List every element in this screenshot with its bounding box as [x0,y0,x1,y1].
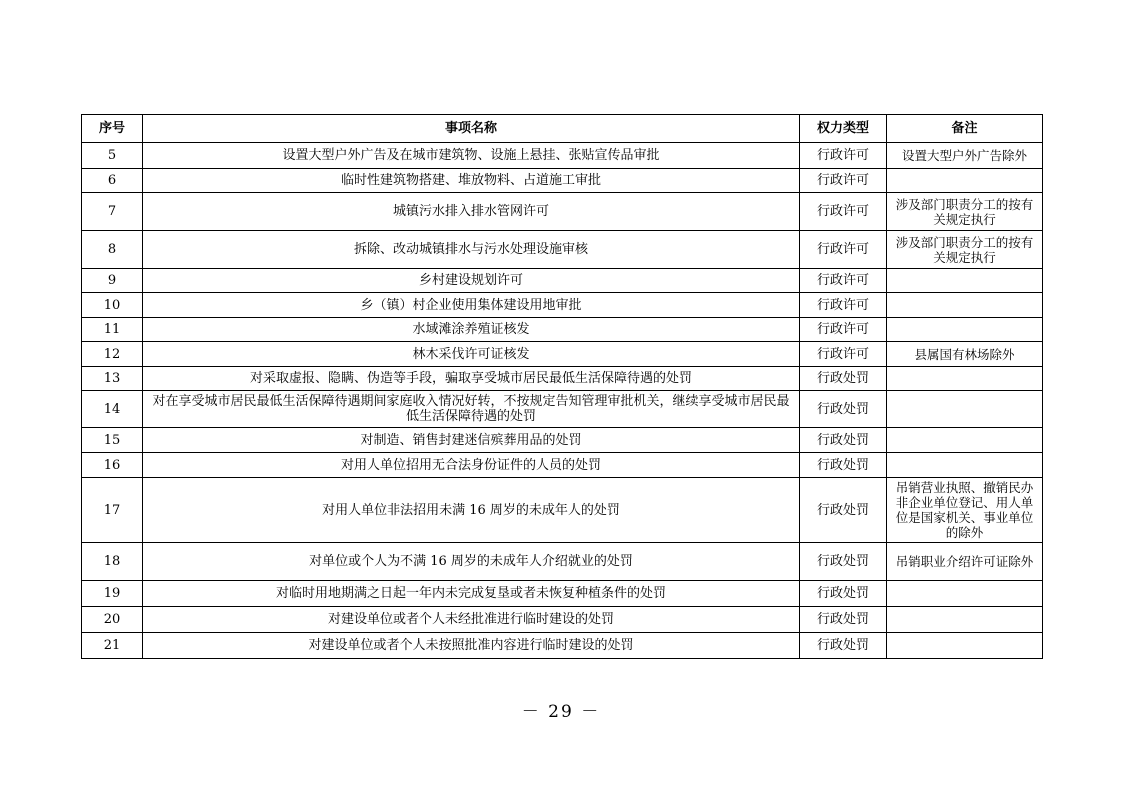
table-header-row [82,115,1043,143]
row-note: 吊销职业介绍许可证除外 [887,543,1043,581]
row-index: 14 [82,391,143,428]
header-index: 序号 [82,115,143,143]
table-row [82,269,1043,293]
row-note [887,607,1043,633]
row-type: 行政许可 [800,318,887,342]
row-note [887,453,1043,478]
row-name: 对采取虚报、隐瞒、伪造等手段，骗取享受城市居民最低生活保障待遇的处罚 [143,367,800,391]
row-index: 13 [82,367,143,391]
row-note [887,293,1043,318]
table-row [82,193,1043,231]
row-type: 行政处罚 [800,367,887,391]
table-row [82,231,1043,269]
row-note [887,391,1043,428]
row-name: 乡村建设规划许可 [143,269,800,293]
row-index: 19 [82,581,143,607]
row-note [887,269,1043,293]
row-note [887,428,1043,453]
row-type: 行政处罚 [800,607,887,633]
row-index: 10 [82,293,143,318]
table-row [82,367,1043,391]
table-row [82,478,1043,543]
row-name: 设置大型户外广告及在城市建筑物、设施上悬挂、张贴宣传品审批 [143,143,800,169]
row-note: 设置大型户外广告除外 [887,143,1043,169]
row-index: 5 [82,143,143,169]
table-row [82,543,1043,581]
table-row [82,293,1043,318]
row-name: 对临时用地期满之日起一年内未完成复垦或者未恢复种植条件的处罚 [143,581,800,607]
row-index: 20 [82,607,143,633]
row-note: 吊销营业执照、撤销民办非企业单位登记、用人单位是国家机关、事业单位的除外 [887,478,1043,543]
row-index: 21 [82,633,143,659]
row-type: 行政处罚 [800,478,887,543]
row-index: 11 [82,318,143,342]
header-name: 事项名称 [143,115,800,143]
row-name: 林木采伐许可证核发 [143,342,800,367]
row-type: 行政处罚 [800,453,887,478]
table-body [82,143,1043,659]
row-type: 行政许可 [800,231,887,269]
row-type: 行政许可 [800,269,887,293]
row-index: 12 [82,342,143,367]
row-name: 对建设单位或者个人未按照批准内容进行临时建设的处罚 [143,633,800,659]
table-row [82,318,1043,342]
table-row [82,633,1043,659]
row-note: 涉及部门职责分工的按有关规定执行 [887,193,1043,231]
row-name: 乡（镇）村企业使用集体建设用地审批 [143,293,800,318]
row-name: 拆除、改动城镇排水与污水处理设施审核 [143,231,800,269]
page-number: － 29 － [521,702,601,722]
row-name: 对建设单位或者个人未经批准进行临时建设的处罚 [143,607,800,633]
row-name: 对制造、销售封建迷信殡葬用品的处罚 [143,428,800,453]
row-index: 16 [82,453,143,478]
row-note: 涉及部门职责分工的按有关规定执行 [887,231,1043,269]
header-note: 备注 [887,115,1043,143]
table-row [82,169,1043,193]
row-note [887,581,1043,607]
table-row [82,607,1043,633]
row-note [887,318,1043,342]
row-note [887,169,1043,193]
row-type: 行政许可 [800,342,887,367]
table-row [82,391,1043,428]
table-row [82,143,1043,169]
row-name: 临时性建筑物搭建、堆放物料、占道施工审批 [143,169,800,193]
row-note [887,367,1043,391]
table-row [82,581,1043,607]
row-type: 行政处罚 [800,543,887,581]
row-type: 行政许可 [800,293,887,318]
row-index: 6 [82,169,143,193]
row-index: 15 [82,428,143,453]
row-name: 城镇污水排入排水管网许可 [143,193,800,231]
row-index: 17 [82,478,143,543]
row-type: 行政处罚 [800,428,887,453]
row-note: 县属国有林场除外 [887,342,1043,367]
row-type: 行政许可 [800,193,887,231]
power-list-table [81,114,1043,659]
row-type: 行政许可 [800,169,887,193]
table-row [82,342,1043,367]
table-row [82,453,1043,478]
row-index: 8 [82,231,143,269]
row-index: 7 [82,193,143,231]
row-index: 18 [82,543,143,581]
row-note [887,633,1043,659]
row-name: 对用人单位招用无合法身份证件的人员的处罚 [143,453,800,478]
row-type: 行政处罚 [800,633,887,659]
row-name: 对单位或个人为不满 16 周岁的未成年人介绍就业的处罚 [143,543,800,581]
row-type: 行政处罚 [800,391,887,428]
row-name: 对用人单位非法招用未满 16 周岁的未成年人的处罚 [143,478,800,543]
table-row [82,428,1043,453]
row-type: 行政处罚 [800,581,887,607]
row-index: 9 [82,269,143,293]
header-type: 权力类型 [800,115,887,143]
table-header [82,115,1043,143]
row-name: 对在享受城市居民最低生活保障待遇期间家庭收入情况好转，不按规定告知管理审批机关，继续享受城市居民最低生活保障待遇的处罚 [143,391,800,428]
row-type: 行政许可 [800,143,887,169]
row-name: 水域滩涂养殖证核发 [143,318,800,342]
